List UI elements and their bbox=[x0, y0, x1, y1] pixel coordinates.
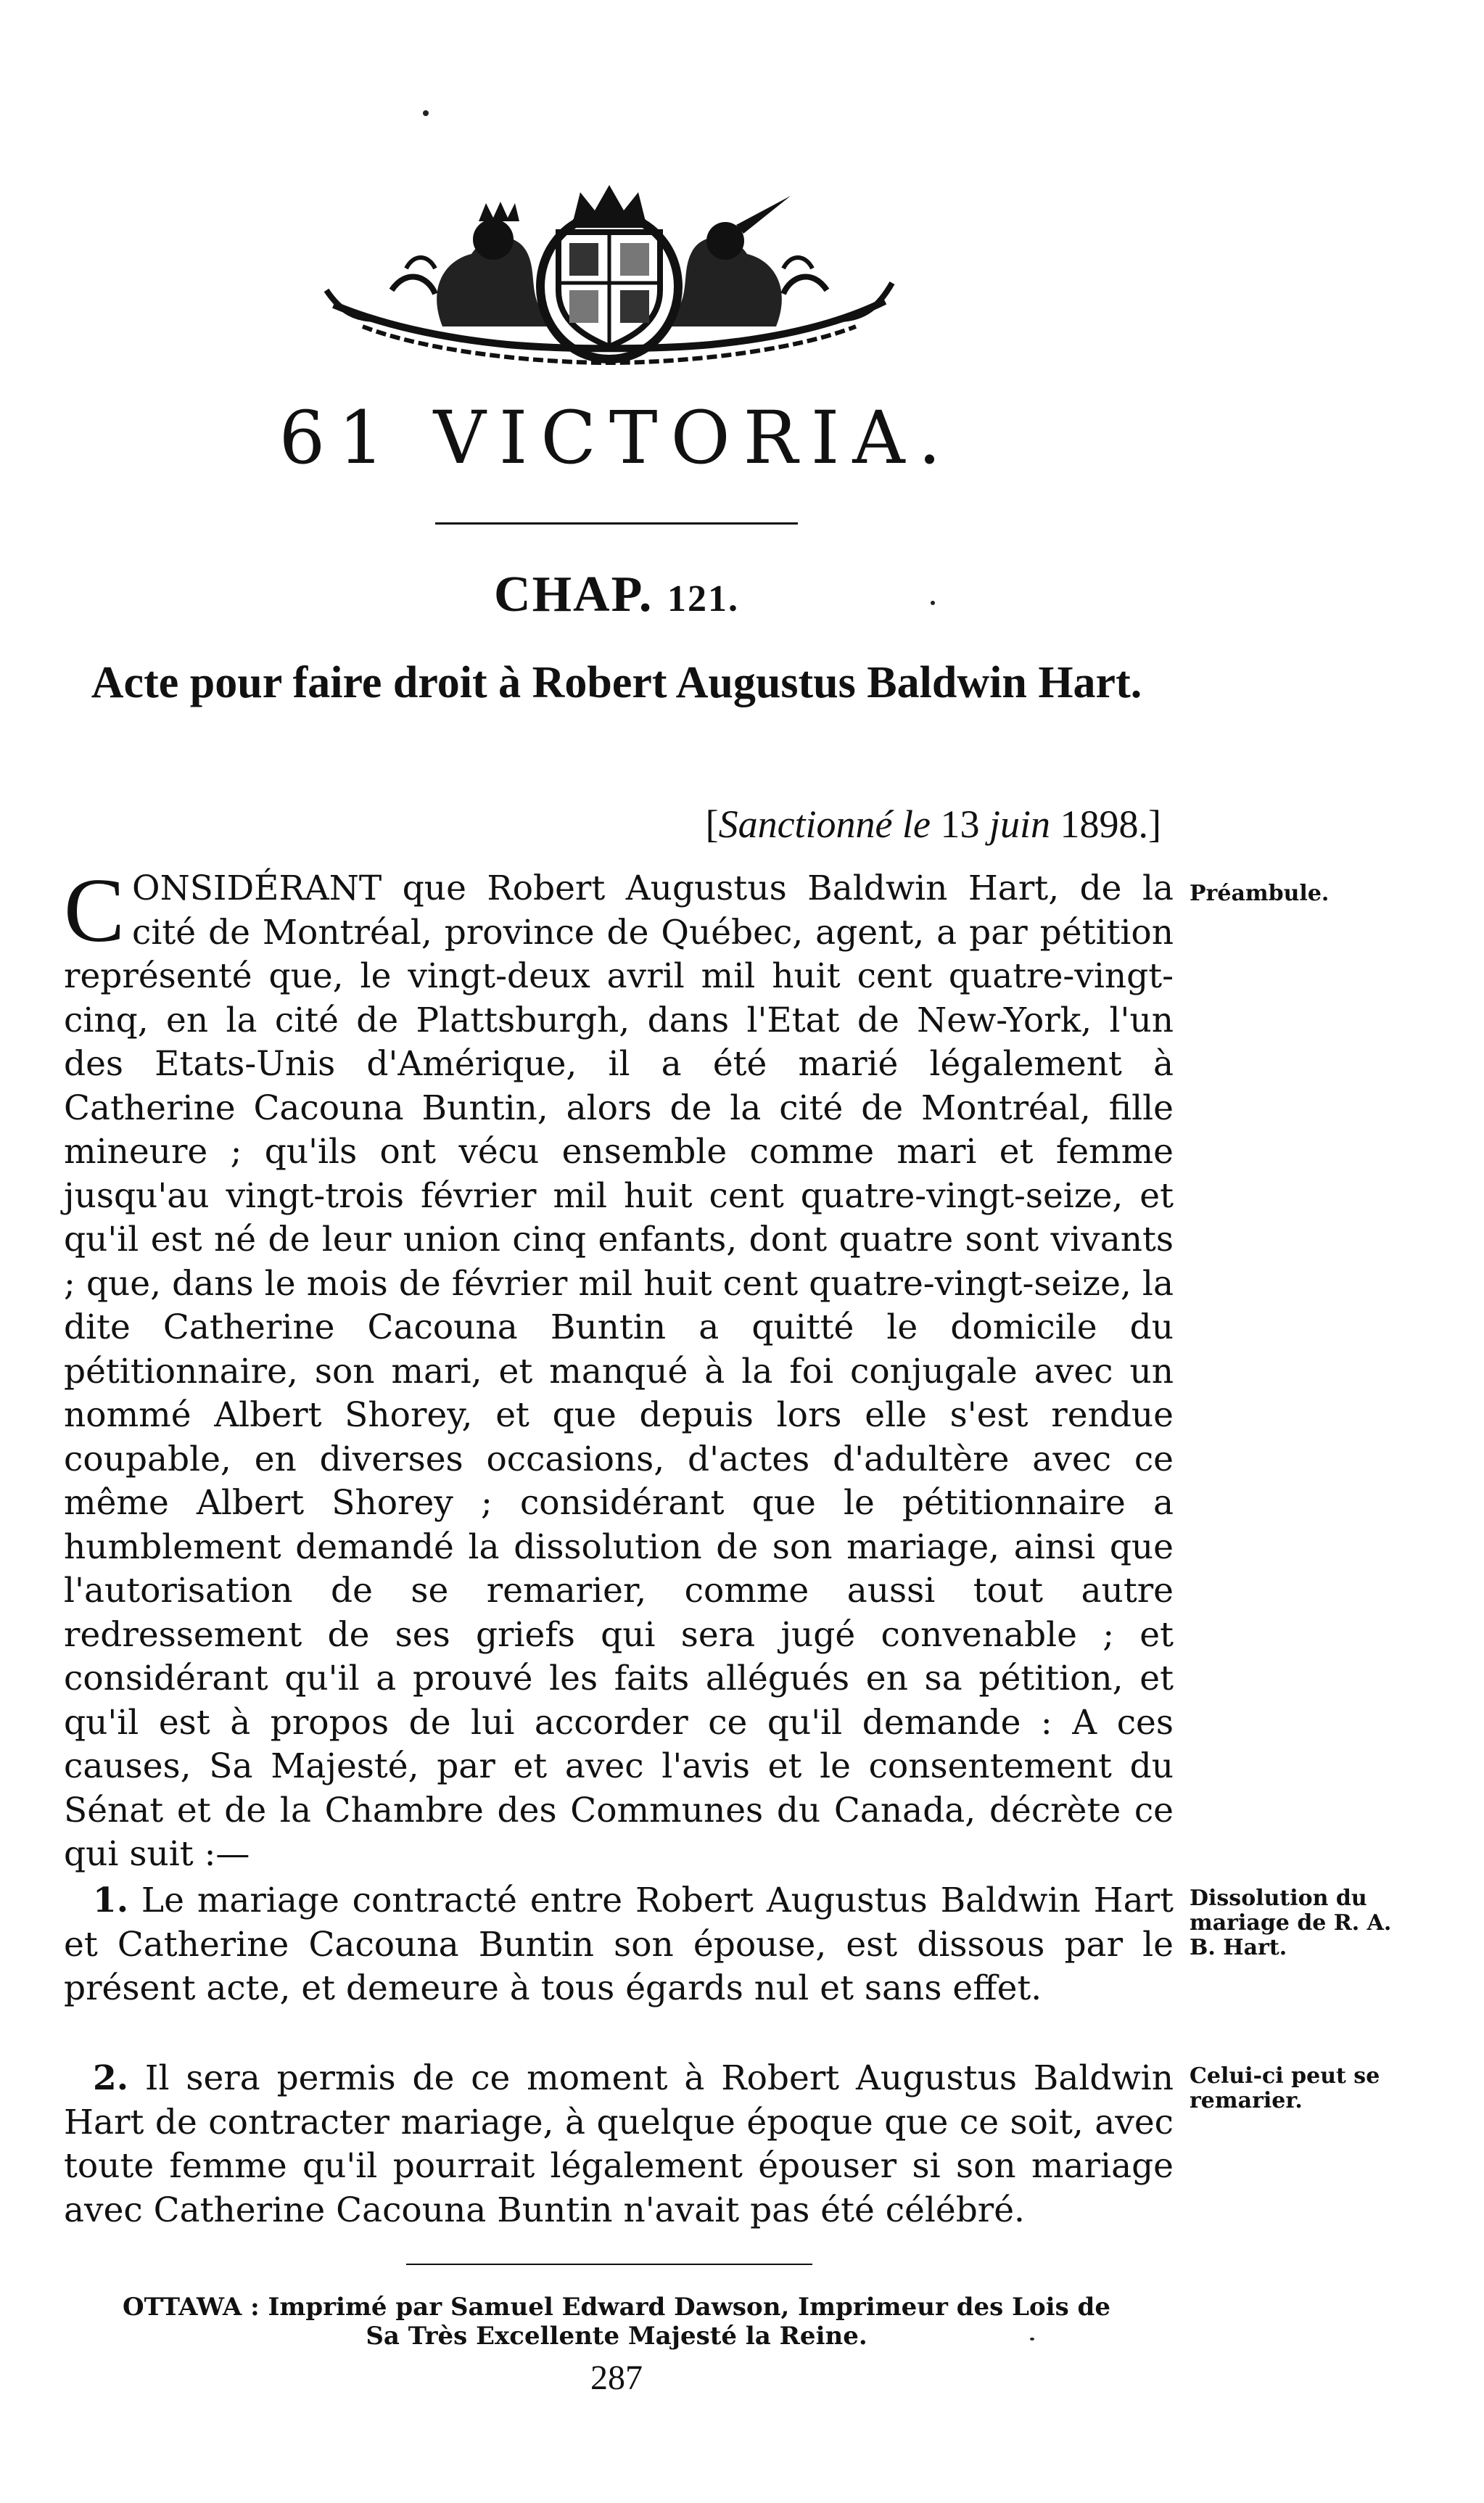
section-1-number: 1. bbox=[93, 1881, 129, 1920]
footer-divider bbox=[406, 2264, 812, 2265]
reign-title: 61 VICTORIA. bbox=[279, 395, 955, 480]
royal-coat-of-arms-icon bbox=[319, 181, 899, 370]
sanction-label: Sanctionné le bbox=[718, 802, 931, 846]
sanction-date bbox=[706, 802, 1161, 847]
section-2-text: Il sera permis de ce moment à Robert Augustus Baldwin Hart de contracter mariage, à quelque époque que ce soit, avec toute femme qu'il pourrait légalement épouser si son mariage avec Catherine Cacouna Buntin n'avait pas été célébré. bbox=[64, 2058, 1174, 2230]
page-number: 287 bbox=[590, 2359, 643, 2397]
section-1-text: Le mariage contracté entre Robert Augustus Baldwin Hart et Catherine Cacouna Buntin son épouse, est dissous par le présent acte, et demeure à tous égards nul et sans effet. bbox=[64, 1881, 1174, 2008]
margin-note-section-2: Celui-ci peut se remarier. bbox=[1190, 2063, 1380, 2113]
section-1-paragraph bbox=[64, 1879, 1174, 2011]
sanction-day: 13 bbox=[931, 802, 989, 846]
act-title: Acte pour faire droit à Robert Augustus Baldwin Hart. bbox=[91, 658, 1142, 707]
margin-note-preamble: Préambule. bbox=[1190, 881, 1330, 906]
sanction-year: 1898.] bbox=[1050, 802, 1161, 846]
section-2-paragraph bbox=[64, 2057, 1174, 2232]
sanction-month: juin bbox=[989, 802, 1051, 846]
sanction-bracket: [ bbox=[705, 802, 719, 846]
preamble-paragraph bbox=[64, 860, 1174, 1877]
chapter-label: CHAP. bbox=[494, 567, 654, 622]
chapter-heading bbox=[0, 566, 1233, 624]
imprint-line-1: OTTAWA : Imprimé par Samuel Edward Dawson, Imprimeur des Lois de bbox=[123, 2293, 1110, 2322]
section-2-number: 2. bbox=[93, 2058, 129, 2098]
printer-imprint bbox=[0, 2293, 1233, 2351]
ink-speck bbox=[423, 110, 429, 116]
title-divider bbox=[435, 522, 798, 525]
dropcap-letter: C bbox=[64, 860, 125, 961]
margin-note-section-1: Dissolution du mariage de R. A. B. Hart. bbox=[1190, 1886, 1392, 1960]
preamble-text: ONSIDÉRANT que Robert Augustus Baldwin Hart, de la cité de Montréal, province de Québec, agent, a par pétition représenté que, le vingt-deux avril mil huit cent quatre-vingt-cinq, en la cité de Plattsburgh, dans l'Etat de New-York, l'un des Etats-Unis d'Amérique, il a été marié légalement à Catherine Cacouna Buntin, alors de la cité de Montréal, fille mineure ; qu'ils ont vécu ensemble comme mari et femme jusqu'au vingt-trois février mil huit cent quatre-vingt-seize, et qu'il est né de leur union cinq enfants, dont quatre sont vivants ; que, dans le mois de février mil huit cent quatre-vingt-seize, la dite Catherine Cacouna Buntin a quitté le domicile du pétitionnaire, son mari, et manqué à la foi conjugale avec un nommé Albert Shorey, et que depuis lors elle s'est rendue coupable, en diverses occasions, d'actes d'adultère avec ce même Albert Shorey ; considérant que le pétitionnaire a humblement demandé la dissolution de son mariage, ainsi que l'autorisation de se remarier, comme aussi tout autre redressement de ses griefs qui sera jugé convenable ; et considérant qu'il a prouvé les faits allégués en sa pétition, et qu'il est à propos de lui accorder ce qu'il demande : A ces causes, Sa Majesté, par et avec l'avis et le consentement du Sénat et de la Chambre des Communes du Canada, décrète ce qui suit :— bbox=[64, 868, 1174, 1874]
chapter-number: 121. bbox=[667, 578, 739, 620]
imprint-line-2: Sa Très Excellente Majesté la Reine. bbox=[366, 2322, 867, 2351]
